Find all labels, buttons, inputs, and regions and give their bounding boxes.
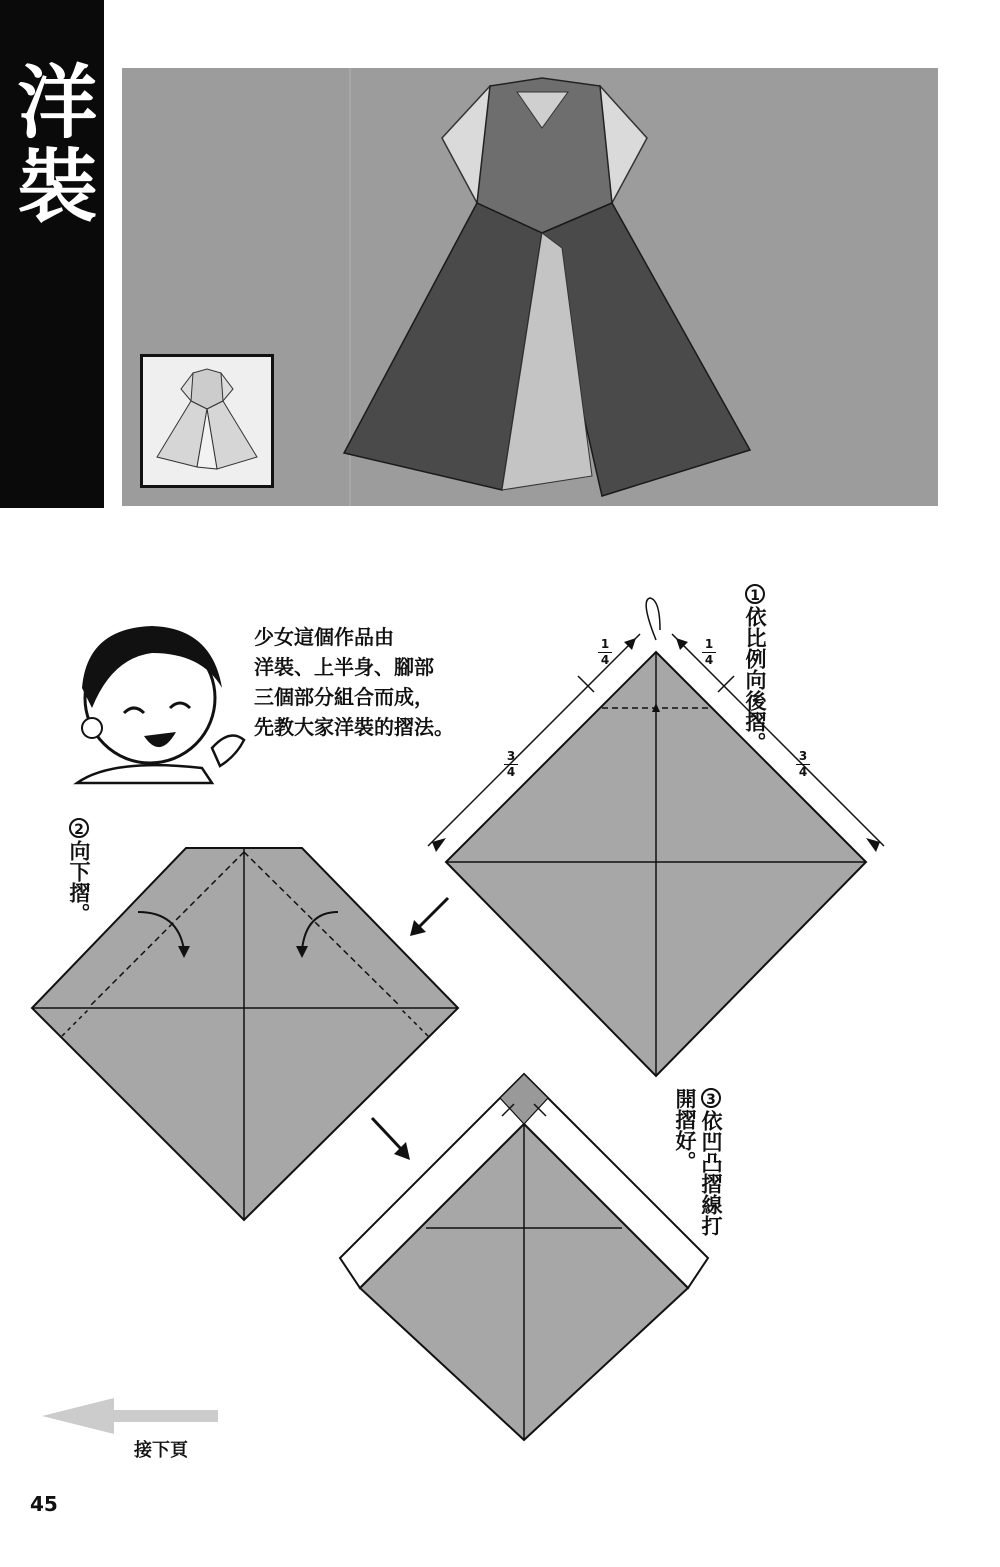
intro-line: 少女這個作品由	[254, 625, 394, 649]
arrow-left-icon	[42, 1398, 218, 1434]
step-1-number: 1	[745, 584, 765, 604]
fraction-left	[504, 750, 518, 779]
fraction-right	[796, 750, 810, 779]
step-2-label	[66, 818, 92, 938]
fraction-denominator: 4	[506, 765, 516, 779]
intro-line: 洋裝、上半身、腳部	[254, 655, 434, 679]
next-page-label: 接下頁	[134, 1440, 188, 1461]
fraction-denominator: 4	[600, 653, 610, 667]
fraction-numerator: 1	[704, 637, 714, 651]
fraction-numerator: 1	[600, 637, 610, 651]
step-1-text: 依比例向後摺。	[743, 606, 767, 753]
step-2-number: 2	[69, 818, 89, 838]
fraction-top-right	[702, 638, 716, 667]
intro-line: 三個部分組合而成，	[254, 685, 434, 709]
fraction-denominator: 4	[704, 653, 714, 667]
step-3-label	[672, 1088, 724, 1238]
step-3-text: 依凹凸摺線打開摺好。	[673, 1088, 723, 1236]
intro-line: 先教大家洋裝的摺法。	[254, 715, 454, 739]
page-title: 洋裝	[4, 60, 97, 228]
fraction-denominator: 4	[798, 765, 808, 779]
step-2-text: 向下摺。	[67, 840, 91, 924]
step-1-label	[742, 584, 768, 764]
fraction-numerator: 3	[798, 749, 808, 763]
step2-paper	[32, 848, 458, 1220]
page-number: 45	[30, 1492, 58, 1516]
step-3-number: 3	[701, 1088, 721, 1108]
fraction-numerator: 3	[506, 749, 516, 763]
fraction-top-left	[598, 638, 612, 667]
